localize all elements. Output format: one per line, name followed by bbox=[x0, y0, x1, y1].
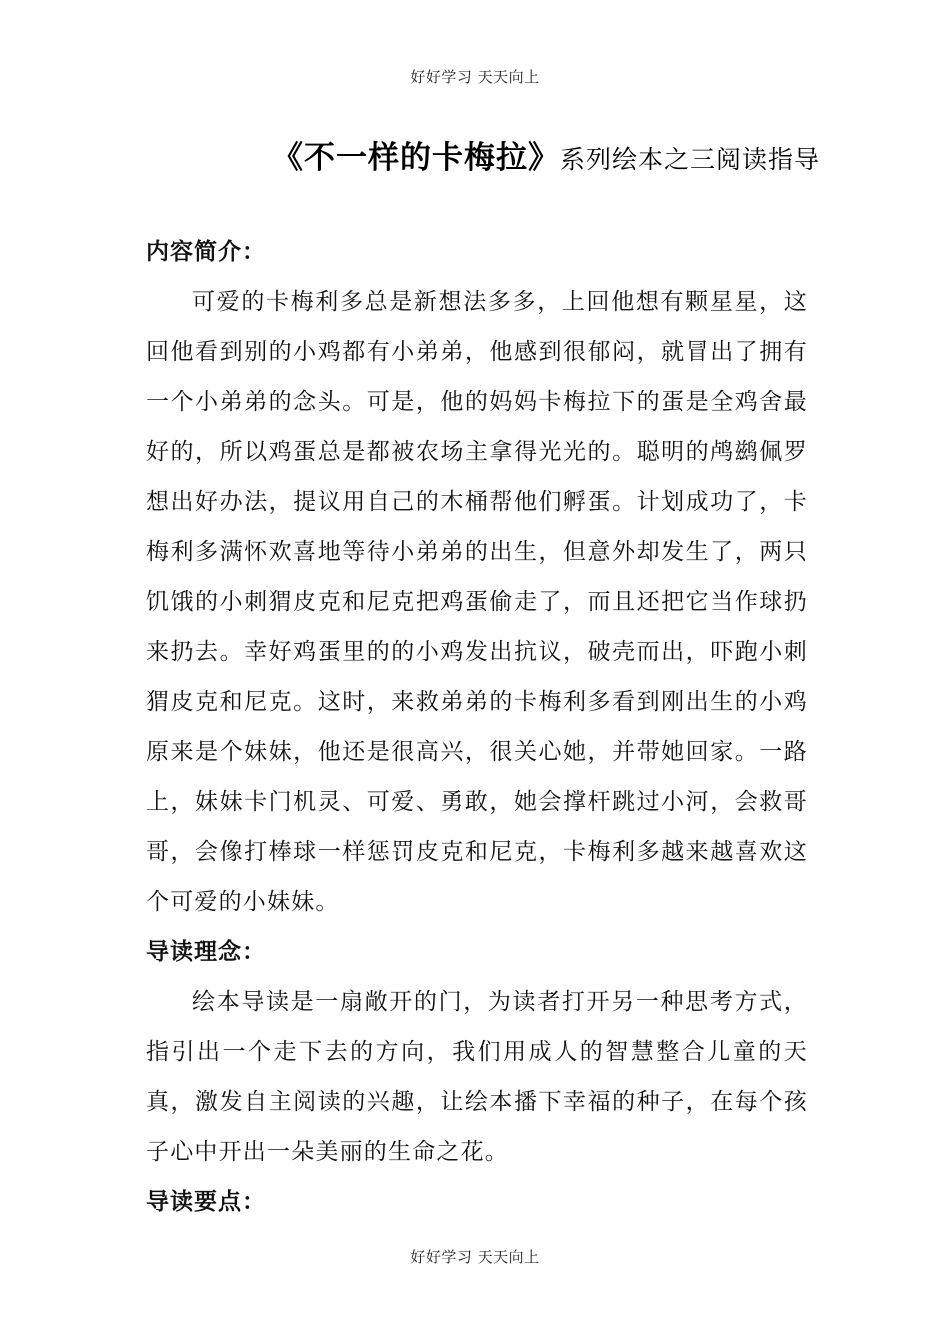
section-philosophy bbox=[146, 927, 808, 1177]
document-body bbox=[146, 227, 808, 1227]
document-title bbox=[272, 132, 820, 177]
section-paragraph: 可爱的卡梅利多总是新想法多多，上回他想有颗星星，这回他看到别的小鸡都有小弟弟，他感到很郁闷，就冒出了拥有一个小弟弟的念头。可是，他的妈妈卡梅拉下的蛋是全鸡舍最好的，所以鸡蛋总是都被农场主拿得光光的。聪明的鸬鹚佩罗想出好办法，提议用自己的木桶帮他们孵蛋。计划成功了，卡梅利多满怀欢喜地等待小弟弟的出生，但意外却发生了，两只饥饿的小刺猬皮克和尼克把鸡蛋偷走了，而且还把它当作球扔来扔去。幸好鸡蛋里的的小鸡发出抗议，破壳而出，吓跑小刺猬皮克和尼克。这时，来救弟弟的卡梅利多看到刚出生的小鸡原来是个妹妹，他还是很高兴，很关心她，并带她回家。一路上，妹妹卡门机灵、可爱、勇敢，她会撑杆跳过小河，会救哥哥，会像打棒球一样惩罚皮克和尼克，卡梅利多越来越喜欢这个可爱的小妹妹。 bbox=[146, 289, 808, 915]
title-subtitle: 系列绘本之三阅读指导 bbox=[560, 145, 821, 174]
book-title: 《不一样的卡梅拉》 bbox=[272, 140, 560, 176]
section-heading: 导读要点： bbox=[146, 1189, 266, 1215]
running-header: 好好学习 天天向上 bbox=[410, 68, 540, 86]
section-paragraph: 绘本导读是一扇敞开的门，为读者打开另一种思考方式，指引出一个走下去的方向，我们用成人的智慧整合儿童的天真，激发自主阅读的兴趣，让绘本播下幸福的种子，在每个孩子心中开出一朵美丽的生命之花。 bbox=[146, 989, 808, 1165]
running-footer: 好好学习 天天向上 bbox=[410, 1248, 540, 1266]
section-heading: 导读理念： bbox=[146, 939, 266, 965]
section-heading: 内容简介： bbox=[146, 239, 266, 265]
section-summary bbox=[146, 227, 808, 927]
section-key-points bbox=[146, 1177, 808, 1227]
